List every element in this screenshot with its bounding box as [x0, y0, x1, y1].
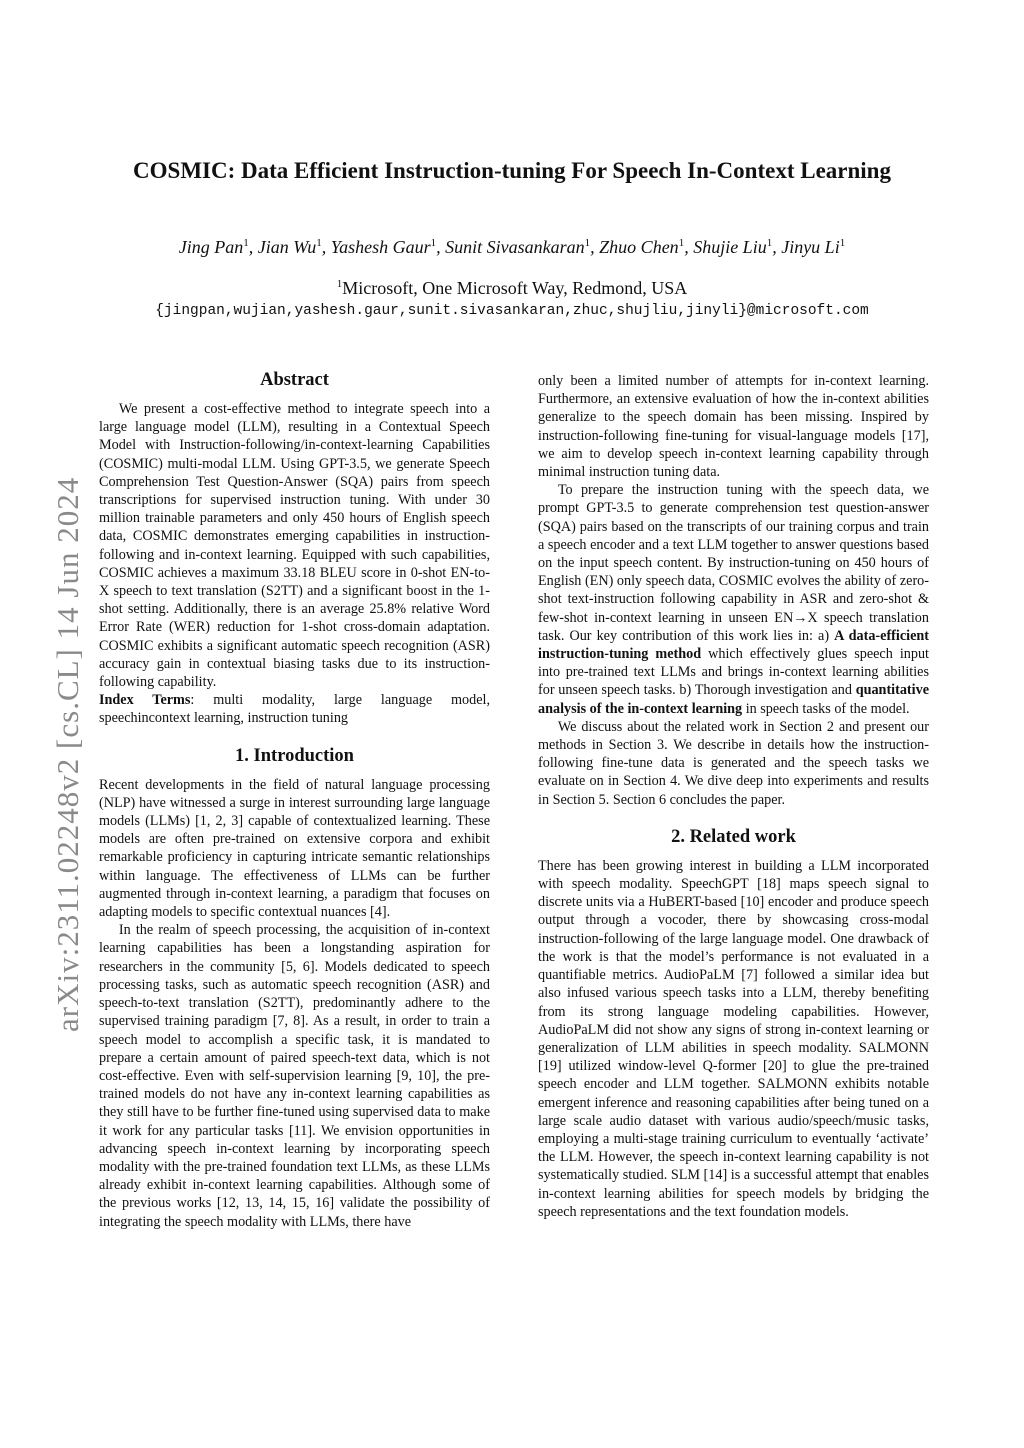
author-list: Jing Pan$^1$, Jian Wu$^1$, Yashesh Gaur$^1$, Sunit Sivasankaran$^1$, Zhuo Chen$^1$, Shujie Liu$^1$, Jinyu Li$^1$: [178, 237, 846, 257]
author: Yashesh Gaur$^1$: [330, 237, 437, 257]
author: Jing Pan$^1$: [178, 237, 249, 257]
intro-paragraph-3: To prepare the instruction tuning with the speech data, we prompt GPT-3.5 to generate comprehension test question-answer (SQA) pairs based on the transcripts of our training corpus and train a speech encoder and a text LLM together to answer questions based on the input speech content. By instruction-tuning on 450 hours of English (EN) only speech data, COSMIC evolves the ability of zero-shot text-instruction following capability in ASR and zero-shot & few-shot in-context learning in unseen EN→X speech translation task. Our key contribution of this work lies in: a) A data-efficient instruction-tuning method which effectively glues speech input into pre-trained text LLMs and brings in-context learning abilities for unseen speech tasks. b) Thorough investigation and quantitative analysis of the in-context learning in speech tasks of the model.: [538, 482, 929, 717]
author-emails: {jingpan,wujian,yashesh.gaur,sunit.sivasankaran,zhuc,shujliu,jinyli}@microsoft.com: [155, 303, 869, 319]
paper-title: COSMIC: Data Efficient Instruction-tuning For Speech In-Context Learning: [133, 158, 891, 183]
intro-paragraph-2: In the realm of speech processing, the acquisition of in-context learning capabilities has been a longstanding aspiration for researchers in the community [5, 6]. Models dedicated to speech processing tasks, such as automatic speech recognition (ASR) and speech-to-text translation (S2TT), predominantly adhere to the supervised training paradigm [7, 8]. As a result, in order to train a speech model to accomplish a specific task, it is mandated to prepare a certain amount of paired speech-text data, which is not cost-effective. Even with self-supervision learning [9, 10], the pre-trained models do not have any in-context learning capabilities as they still have to be further fine-tuned using supervised data to make it work for any particular tasks [11]. We envision opportunities in advancing speech in-context learning by incorporating speech modality with the pre-trained foundation text LLMs, as these LLMs already exhibit in-context learning capabilities. Although some of the previous works [12, 13, 14, 15, 16] validate the possibility of integrating the speech modality with LLMs, there have: [99, 922, 490, 1230]
introduction-heading: 1. Introduction: [235, 745, 354, 766]
author: Sunit Sivasankaran$^1$: [445, 237, 591, 257]
related-work-paragraph-1: There has been growing interest in building a LLM incorporated with speech modality. SpeechGPT [18] maps speech signal to discrete units via a HuBERT-based [10] encoder and produce speech output through a vocoder, there by showcasing cross-modal instruction-following of the large language model. One drawback of the work is that the model’s performance is not evaluated in a quantifiable metrics. AudioPaLM [7] followed a similar idea but also infused various speech tasks into a LLM, thereby benefiting from its strong language modeling capabilities. However, AudioPaLM did not show any signs of strong in-context learning or generalization of LLM abilities in speech modality. SALMONN [19] utilized window-level Q-former [20] to glue the pre-trained speech encoder and LLM together. SALMONN exhibits notable emergent inference and reasoning capabilities after being tuned on a large scale audio dataset with various audio/speech/music tasks, employing a multi-stage training curriculum to eventually ‘activate’ the LLM. However, the speech in-context learning capability is not systematically studied. SLM [14] is a successful attempt that enables in-context learning abilities for speech models by bridging the speech representations and the text foundation models.: [538, 857, 929, 1220]
affiliation: $^1$Microsoft, One Microsoft Way, Redmond, USA: [336, 278, 688, 298]
abstract-body: We present a cost-effective method to integrate speech into a large language model (LLM), resulting in a Contextual Speech Model with Instruction-following/in-context-learning Capabilities (COSMIC) multi-modal LLM. Using GPT-3.5, we generate Speech Comprehension Test Question-Answer (SQA) pairs from speech transcriptions for supervised instruction tuning. With under 30 million trainable parameters and only 450 hours of English speech data, COSMIC demonstrates emerging capabilities in instruction-following and in-context learning. Equipped with such capabilities, COSMIC achieves a maximum 33.18 BLEU score in 0-shot EN-to-X speech to text translation (S2TT) and a significant boost in the 1-shot setting. Additionally, there is an average 25.8% relative Word Error Rate (WER) reduction for 1-shot cross-domain adaptation. COSMIC exhibits a significant automatic speech recognition (ASR) accuracy gain in contextual biasing tasks due to its instruction-following capability.: [99, 401, 490, 691]
intro-paragraph-2-continued: only been a limited number of attempts for in-context learning. Furthermore, an extensive evaluation of how the in-context abilities generalize to the speech domain has been missing. Inspired by instruction-following fine-tuning for visual-language models [17], we aim to develop speech in-context learning capability through minimal instruction tuning data.: [538, 373, 929, 481]
index-terms: Index Terms: multi modality, large language model, speechincontext learning, instruction tuning: [99, 692, 491, 727]
abstract-heading: Abstract: [260, 370, 329, 390]
right-column: [538, 372, 929, 1221]
intro-paragraph-4: We discuss about the related work in Section 2 and present our methods in Section 3. We describe in details how the instruction-following fine-tune data is generated and the speech tasks we evaluate on in Section 4. We dive deep into experiments and results in Section 5. Section 6 concludes the paper.: [538, 718, 929, 808]
author: Jian Wu$^1$: [257, 237, 322, 257]
related-work-heading: 2. Related work: [671, 826, 796, 847]
left-column: [99, 368, 490, 1231]
author: Zhuo Chen$^1$: [599, 237, 685, 257]
intro-paragraph-1: Recent developments in the field of natural language processing (NLP) have witnessed a surge in interest surrounding large language models (LLMs) [1, 2, 3] capable of contextualized learning. These models are often pre-trained on extensive corpora and exhibit remarkable proficiency in capturing intricate semantic relationships within language. The effectiveness of LLMs can be further augmented through in-context learning, a paradigm that focuses on adapting models to specific contextual nuances [4].: [99, 776, 490, 921]
author: Shujie Liu$^1$: [693, 237, 773, 257]
arxiv-identifier: arXiv:2311.02248v2 [cs.CL] 14 Jun 2024: [50, 476, 85, 1032]
author: Jinyu Li$^1$: [781, 237, 846, 257]
